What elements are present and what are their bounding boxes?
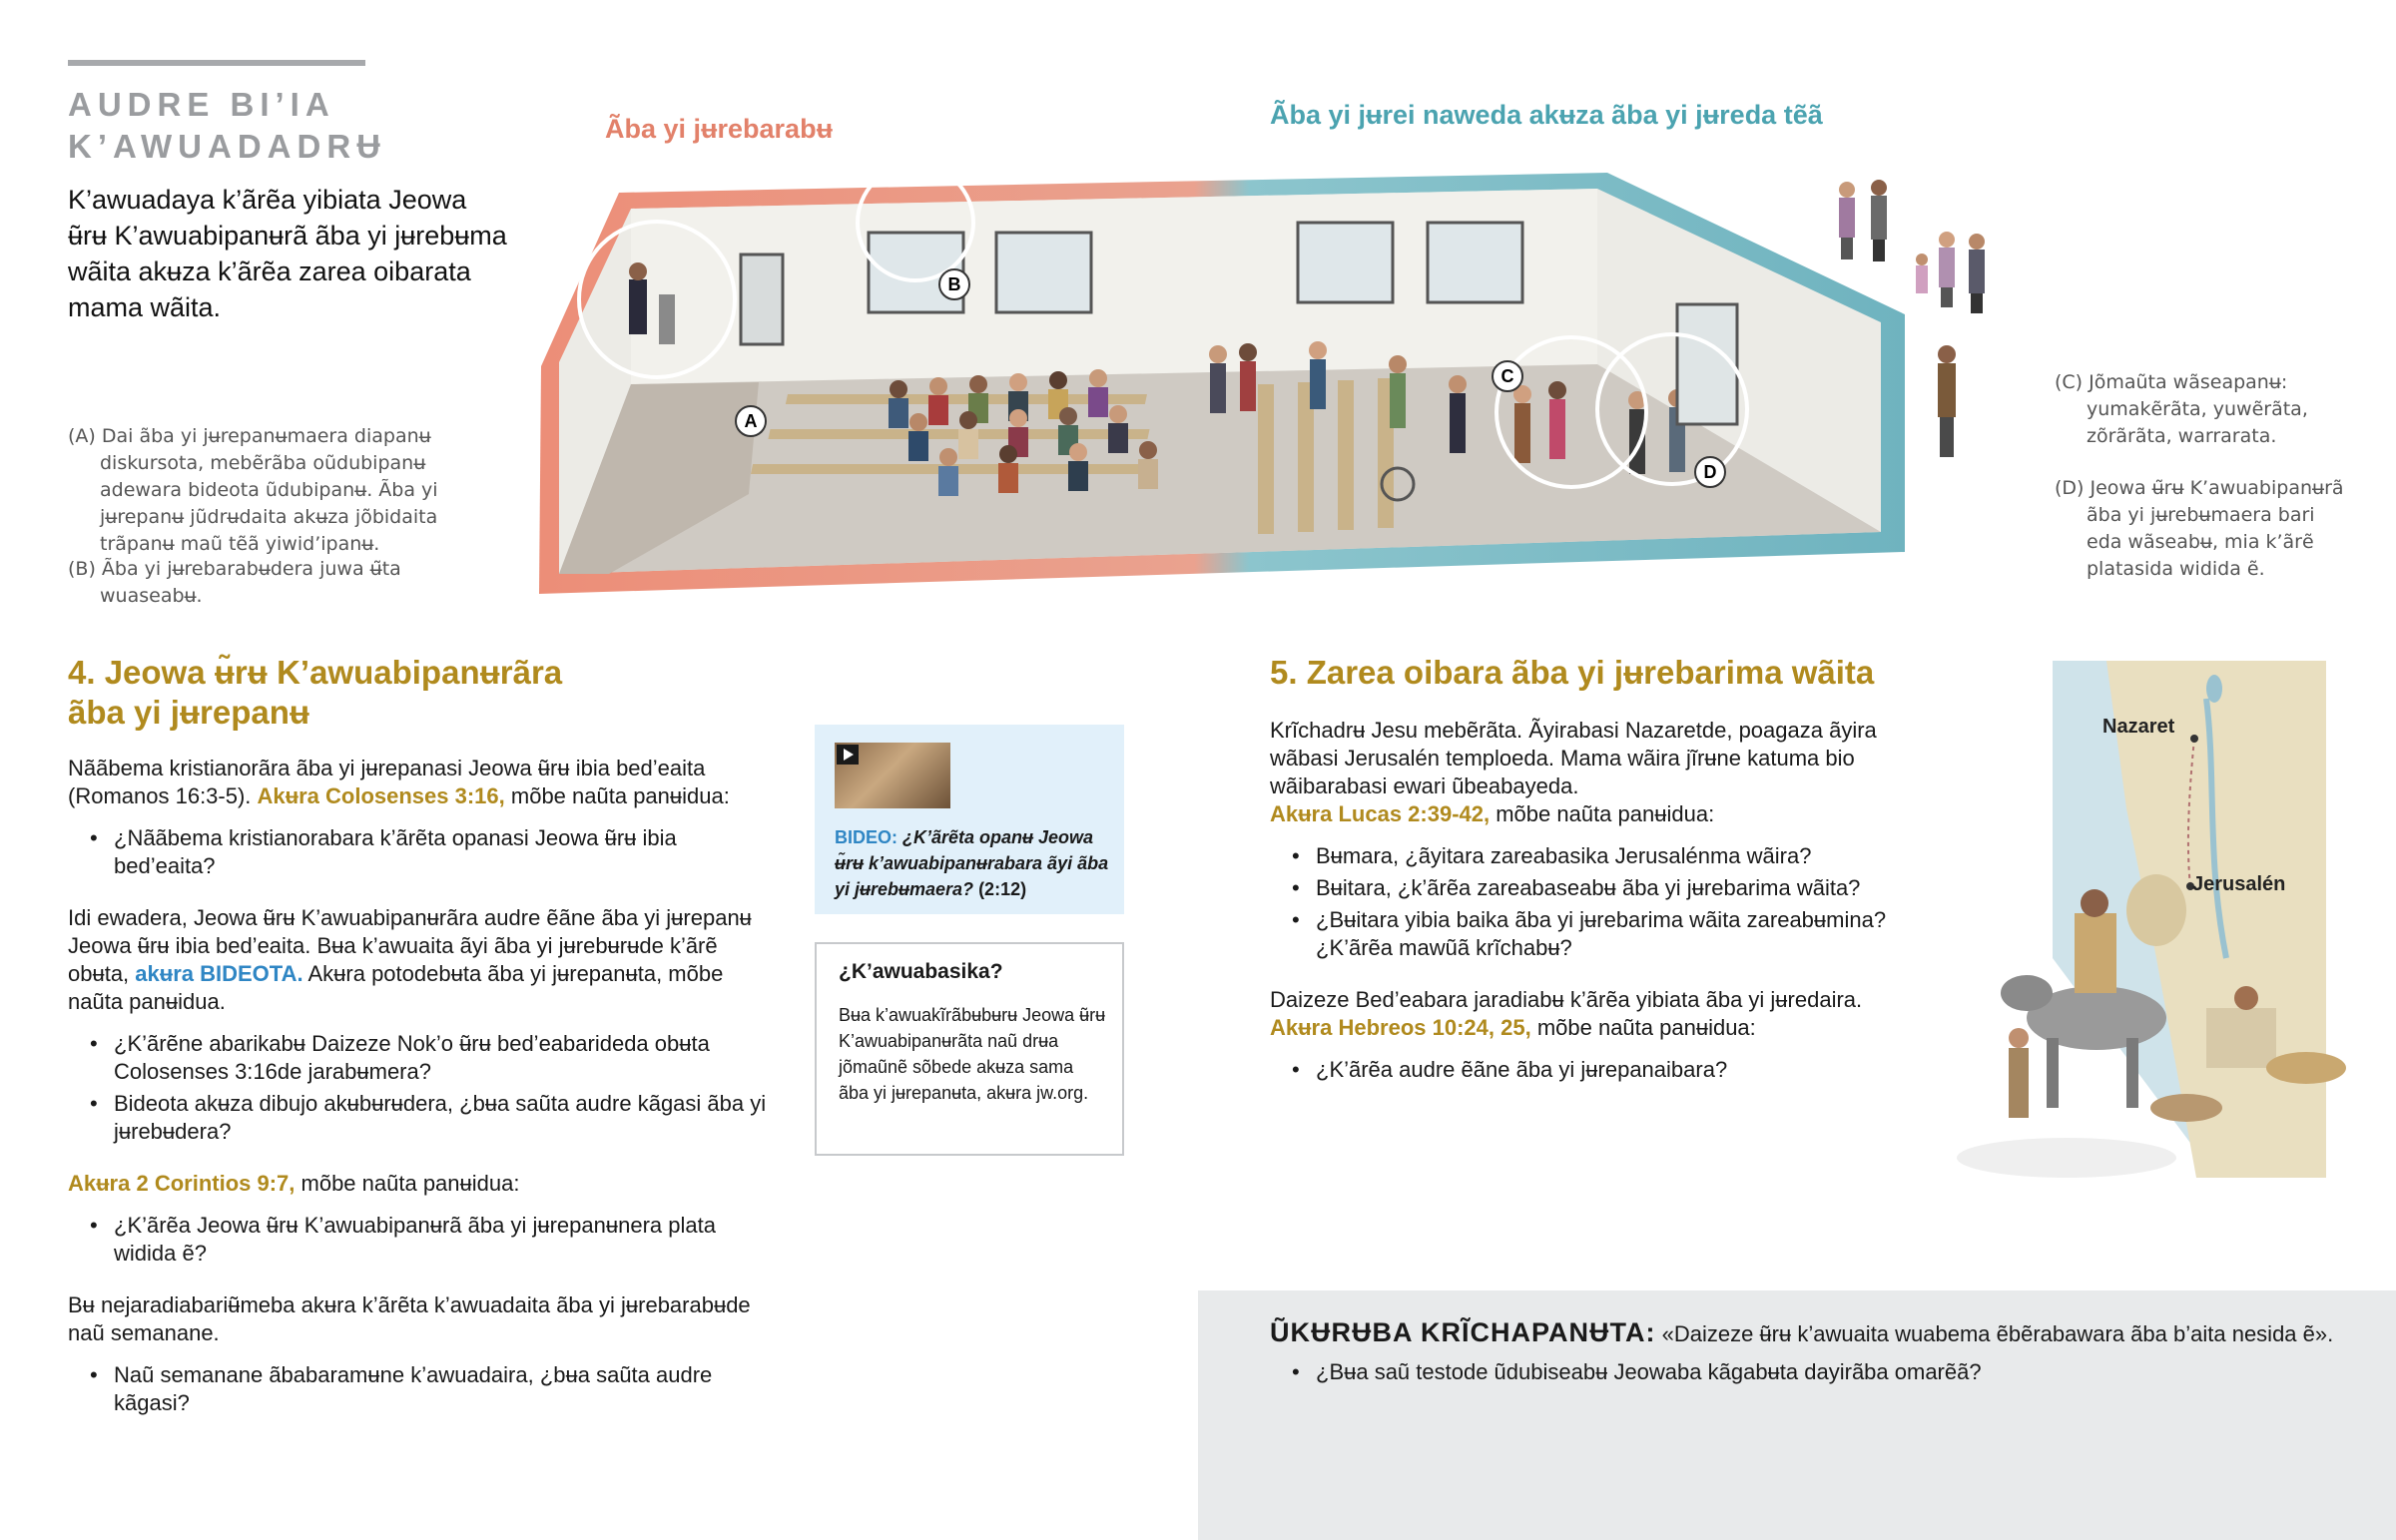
section5-questions-1 [1270, 842, 1949, 962]
section4-questions-1 [68, 824, 779, 880]
play-icon[interactable] [837, 745, 859, 765]
section5-questions-2 [1270, 1056, 1949, 1084]
section4-paragraph-4: Bʉ nejaradiabariʉ̃meba akʉra k’ãrẽta k’awuadaita ãba yi jʉrebarabʉde naũ semanane. [68, 1292, 751, 1345]
top-rule [68, 60, 365, 66]
map-label-nazaret: Nazaret [2102, 716, 2175, 738]
video-caption [835, 824, 1116, 902]
did-you-know-title: ¿K’awuabasika? [839, 960, 1003, 983]
section-label: AUDRE BI’IA K’AWUADADRɄ [68, 86, 386, 165]
caption-a: (A) Dai ãba yi jʉrepanʉmaera diapanʉ diskursota, mebẽrãba oũdubipanʉ adewara bideota ũdubipanʉ. Ãba yi jʉrepanʉ jũdrʉdaita akʉza jõbidaita trãpanʉ maũ tẽã yiwid’ipanʉ. [68, 425, 438, 555]
zone-title-meeting: Ãba yi jʉrebarabʉ [605, 114, 834, 144]
caption-d: (D) Jeowa ʉ̃rʉ K’awuabipanʉrã ãba yi jʉrebʉmaera bari eda wãseabʉ, mia k’ãrẽ platasida widida ẽ. [2055, 477, 2344, 580]
list-item: • ¿Bʉitara yibia baika ãba yi jʉrebarima wãita zareabʉmina? ¿K’ãrẽa mawũã krĩchabʉ? [1270, 906, 1949, 962]
marker-b: B [947, 274, 961, 294]
kingdom-hall-illustration [519, 155, 1917, 614]
section5-heading: 5. Zarea oibara ãba yi jʉrebarima wãita [1270, 654, 1875, 691]
section4-body [68, 755, 779, 1417]
list-item: • ¿Bʉa saũ testode ũdubiseabʉ Jeowaba kãgabʉta dayirãba omarẽã? [1270, 1357, 2368, 1387]
list-item: • Bʉitara, ¿k’ãrẽa zareabaseabʉ ãba yi jʉrebarima wãita? [1270, 874, 1949, 902]
marker-a: A [744, 411, 758, 431]
map-illustration [1957, 659, 2386, 1248]
section4-questions-4 [68, 1361, 779, 1417]
video-label: BIDEO: [835, 827, 898, 847]
list-item: • ¿Nããbema kristianorabara k’ãrẽta opanasi Jeowa ʉ̃rʉ ibia bed’eaita? [68, 824, 779, 880]
section4-questions-3 [68, 1212, 779, 1268]
section5-paragraph-1: Krĩchadrʉ Jesu mebẽrãta. Ãyirabasi Nazaretde, poagaza ãyira wãbasi Jerusalén temploeda. Mama wãira jĩrʉne katuma bio wãibarabasi ewari ũbeabayeda. Akʉra Lucas 2:39-42, mõbe naũta panʉidua: [1270, 718, 1877, 826]
section4-questions-2 [68, 1030, 779, 1146]
list-item: • Naũ semanane ãbabaramʉne k’awuadaira, ¿bʉa saũta audre kãgasi? [68, 1361, 779, 1417]
caption-b: (B) Ãba yi jʉrebarabʉdera juwa ʉ̃ta wuaseabʉ. [68, 558, 401, 607]
video-title: ¿K’ãrẽta opanʉ Jeowa ʉ̃rʉ k’awuabipanʉrabara ãyi ãba yi jʉrebʉmaera? [835, 827, 1109, 899]
scripture-ref-lucas[interactable]: Akʉra Lucas 2:39-42, [1270, 801, 1491, 826]
arriving-people-illustration [1817, 180, 2027, 479]
section4-paragraph-1: Nããbema kristianorãra ãba yi jʉrepanasi Jeowa ʉ̃rʉ ibia bed’eaita (Romanos 16:3-5). Akʉra Colosenses 3:16, mõbe naũta panʉidua: [68, 756, 730, 808]
video-duration: (2:12) [973, 879, 1027, 899]
section4-paragraph-3: Akʉra 2 Corintios 9:7, mõbe naũta panʉidua: [68, 1171, 520, 1196]
did-you-know-text: Bʉa k’awuakĩrãbʉbʉrʉ Jeowa ʉ̃rʉ K’awuabipanʉrãta naũ drʉa jõmaũnẽ sõbede akʉza sama ãba yi jʉrepanʉta, akʉra jw.org. [839, 1005, 1106, 1103]
summary-questions [1270, 1357, 2368, 1387]
summary-block [1270, 1317, 2368, 1387]
zone-title-before-after: Ãba yi jʉrei naweda akʉza ãba yi jʉreda tẽã [1270, 100, 1823, 130]
summary-text: «Daizeze ʉ̃rʉ k’awuaita wuabema ẽbẽrabawara ãba b’aita nesida ẽ». [1655, 1321, 2334, 1346]
list-item: • ¿K’ãrẽa audre ẽãne ãba yi jʉrepanaibara? [1270, 1056, 1949, 1084]
video-link[interactable]: akʉra BIDEOTA. [135, 961, 303, 986]
summary-statement [1270, 1317, 2368, 1349]
section5-body [1270, 717, 1949, 1084]
summary-heading: ŨKɄRɄBA KRĨCHAPANɄTA: [1270, 1317, 1656, 1347]
section4-paragraph-2: Idi ewadera, Jeowa ʉ̃rʉ K’awuabipanʉrãra audre ẽãne ãba yi jʉrepanʉ Jeowa ʉ̃rʉ ibia bed’eaita. Bʉa k’awuaita ãyi ãba yi jʉrebʉrʉde k’ãrẽ obʉta, akʉra BIDEOTA. Akʉra potodebʉta ãba yi jʉrepanʉta, mõbe naũta panʉidua. [68, 905, 752, 1014]
intro-text: K’awuadaya k’ãrẽa yibiata Jeowa ʉ̃rʉ K’awuabipanʉrã ãba yi jʉrebʉma wãita akʉza k’ãrẽa zarea oibarata mama wãita. [68, 185, 507, 322]
marker-c: C [1500, 366, 1514, 386]
list-item: • Bʉmara, ¿ãyitara zareabasika Jerusalénma wãira? [1270, 842, 1949, 870]
list-item: • Bideota akʉza dibujo akʉbʉrʉdera, ¿bʉa saũta audre kãgasi ãba yi jʉrebʉdera? [68, 1090, 779, 1146]
list-item: • ¿K’ãrẽne abarikabʉ Daizeze Nok’o ʉ̃rʉ bed’eabarideda obʉta Colosenses 3:16de jarabʉmera? [68, 1030, 779, 1086]
section4-heading: 4. Jeowa ʉ̃rʉ K’awuabipanʉrãra ãba yi jʉrepanʉ [68, 654, 563, 731]
caption-c: (C) Jõmaũta wãseapanʉ: yumakẽrãta, yuwẽrãta, zõrãrãta, warrarata. [2055, 371, 2308, 447]
scripture-ref-colosenses[interactable]: Akʉra Colosenses 3:16, [257, 783, 505, 808]
marker-d: D [1703, 462, 1717, 482]
map-label-jerusalen: Jerusalén [2192, 873, 2286, 895]
scripture-ref-corintios[interactable]: Akʉra 2 Corintios 9:7, [68, 1171, 296, 1196]
scripture-ref-hebreos[interactable]: Akʉra Hebreos 10:24, 25, [1270, 1015, 1531, 1040]
section5-paragraph-2: Daizeze Bed’eabara jaradiabʉ k’ãrẽa yibiata ãba yi jʉredaira. Akʉra Hebreos 10:24, 25, mõbe naũta panʉidua: [1270, 987, 1863, 1040]
list-item: • ¿K’ãrẽa Jeowa ʉ̃rʉ K’awuabipanʉrã ãba yi jʉrepanʉnera plata widida ẽ? [68, 1212, 779, 1268]
